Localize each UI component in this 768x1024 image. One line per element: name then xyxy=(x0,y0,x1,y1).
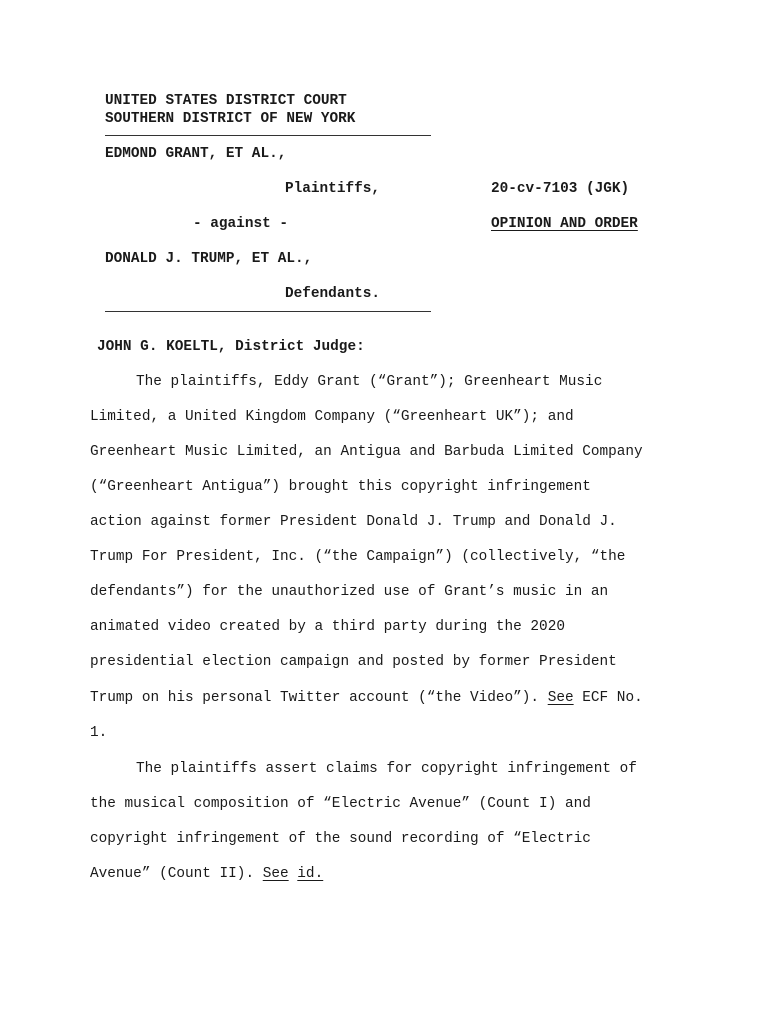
case-number: 20-cv-7103 (JGK) xyxy=(491,181,630,197)
paragraph-line: Limited, a United Kingdom Company (“Greenheart UK”); and xyxy=(90,409,574,425)
paragraph-line: action against former President Donald J. Trump and Donald J. xyxy=(90,514,617,530)
citation-signal-see: See xyxy=(262,866,289,882)
paragraph-text: Avenue” (Count II). xyxy=(90,866,255,882)
plaintiffs-label: Plaintiffs, xyxy=(285,181,380,197)
paragraph-line: (“Greenheart Antigua”) brought this copyright infringement xyxy=(90,479,591,495)
paragraph-text: Trump on his personal Twitter account (“the Video”). xyxy=(90,690,540,706)
paragraph-line: defendants”) for the unauthorized use of Grant’s music in an xyxy=(90,584,609,600)
document-title: OPINION AND ORDER xyxy=(491,216,638,232)
paragraph-text: ECF No. xyxy=(582,690,643,706)
paragraph-line: 1. xyxy=(90,725,108,741)
paragraph-line: animated video created by a third party during the 2020 xyxy=(90,619,565,635)
paragraph-line xyxy=(90,866,323,882)
paragraph-line: Greenheart Music Limited, an Antigua and Barbuda Limited Company xyxy=(90,444,643,460)
judge-line: JOHN G. KOELTL, District Judge: xyxy=(97,339,365,355)
citation-id: id. xyxy=(297,866,324,882)
court-name-line2: SOUTHERN DISTRICT OF NEW YORK xyxy=(105,111,356,127)
defendant-party: DONALD J. TRUMP, ET AL., xyxy=(105,251,313,267)
caption-top-rule xyxy=(105,135,431,136)
paragraph-line: The plaintiffs assert claims for copyright infringement of xyxy=(136,761,637,777)
plaintiff-party: EDMOND GRANT, ET AL., xyxy=(105,146,287,162)
versus-label: - against - xyxy=(193,216,288,232)
paragraph-line: presidential election campaign and posted by former President xyxy=(90,654,617,670)
court-name-line1: UNITED STATES DISTRICT COURT xyxy=(105,93,347,109)
defendants-label: Defendants. xyxy=(285,286,380,302)
paragraph-line: Trump For President, Inc. (“the Campaign”) (collectively, “the xyxy=(90,549,626,565)
paragraph-line xyxy=(90,690,643,706)
paragraph-line: the musical composition of “Electric Avenue” (Count I) and xyxy=(90,796,591,812)
citation-signal-see: See xyxy=(547,690,574,706)
paragraph-line: copyright infringement of the sound recording of “Electric xyxy=(90,831,591,847)
paragraph-line: The plaintiffs, Eddy Grant (“Grant”); Greenheart Music xyxy=(136,374,603,390)
caption-bottom-rule xyxy=(105,311,431,312)
